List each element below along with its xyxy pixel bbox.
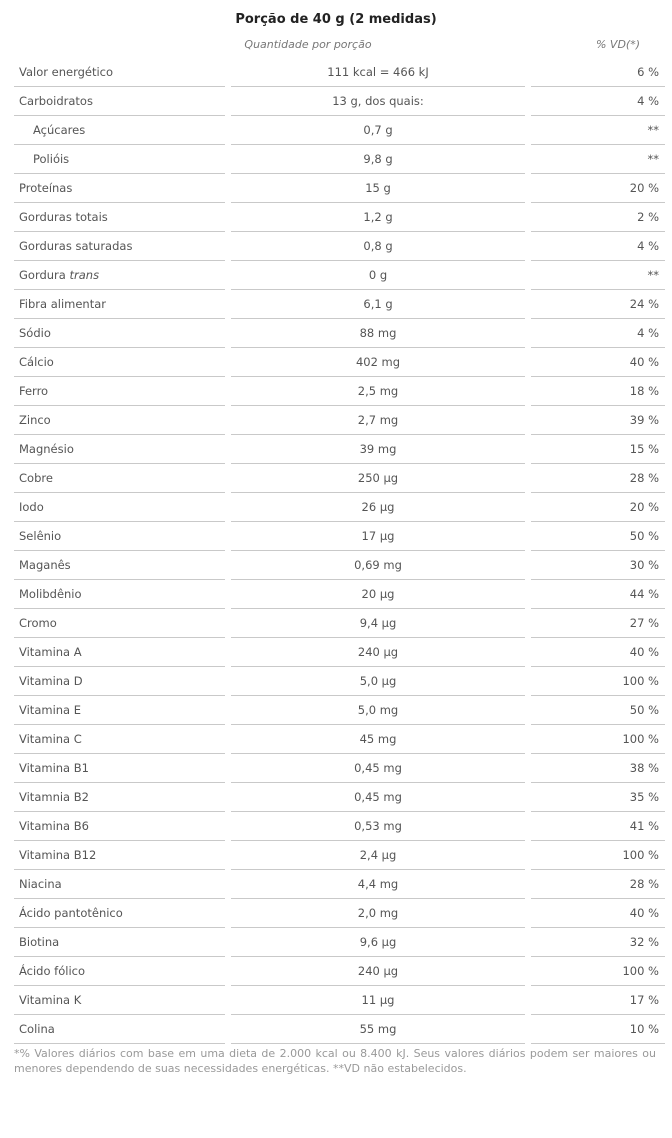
nutrient-name	[14, 986, 225, 1015]
nutrient-name	[14, 116, 225, 145]
table-row	[14, 493, 665, 522]
nutrient-name-text: Açúcares	[33, 123, 86, 137]
nutrient-name	[14, 348, 225, 377]
nutrient-vd: 50 %	[531, 522, 665, 551]
nutrient-vd: 100 %	[531, 957, 665, 986]
nutrient-name-text: Cálcio	[19, 355, 54, 369]
table-row	[14, 870, 665, 899]
nutrient-name-text: Vitamina B6	[19, 819, 89, 833]
nutrient-amount: 111 kcal = 466 kJ	[231, 58, 525, 87]
table-row	[14, 957, 665, 986]
table-row	[14, 812, 665, 841]
table-row	[14, 232, 665, 261]
nutrient-vd: 100 %	[531, 841, 665, 870]
nutrition-table	[14, 58, 665, 1044]
nutrient-name-text: Ferro	[19, 384, 49, 398]
nutrient-amount: 6,1 g	[231, 290, 525, 319]
nutrient-amount: 2,4 µg	[231, 841, 525, 870]
nutrient-name	[14, 812, 225, 841]
table-row	[14, 928, 665, 957]
table-row	[14, 174, 665, 203]
table-row	[14, 290, 665, 319]
nutrient-vd: 17 %	[531, 986, 665, 1015]
nutrient-name-text: Sódio	[19, 326, 51, 340]
nutrient-amount: 0,69 mg	[231, 551, 525, 580]
nutrient-name-text: Vitamina B1	[19, 761, 89, 775]
nutrient-vd: 4 %	[531, 319, 665, 348]
nutrient-vd: 35 %	[531, 783, 665, 812]
nutrient-name	[14, 841, 225, 870]
nutrient-name	[14, 725, 225, 754]
nutrient-name-text: Colina	[19, 1022, 55, 1036]
nutrient-name-text: Zinco	[19, 413, 51, 427]
nutrient-name	[14, 609, 225, 638]
nutrient-name-text: Gorduras totais	[19, 210, 108, 224]
nutrient-amount: 250 µg	[231, 464, 525, 493]
nutrient-vd: 38 %	[531, 754, 665, 783]
nutrient-amount: 5,0 µg	[231, 667, 525, 696]
table-row	[14, 696, 665, 725]
nutrient-name-text: Polióis	[33, 152, 70, 166]
table-row	[14, 580, 665, 609]
nutrient-amount: 15 g	[231, 174, 525, 203]
table-row	[14, 899, 665, 928]
nutrient-amount: 9,6 µg	[231, 928, 525, 957]
nutrient-name-text: Vitamnia B2	[19, 790, 89, 804]
table-row	[14, 754, 665, 783]
nutrient-name-text: Biotina	[19, 935, 60, 949]
nutrient-name	[14, 493, 225, 522]
nutrient-vd: 40 %	[531, 899, 665, 928]
table-row	[14, 1015, 665, 1044]
table-row	[14, 203, 665, 232]
nutrient-name	[14, 1015, 225, 1044]
nutrient-vd: 40 %	[531, 638, 665, 667]
nutrient-name-text: Cromo	[19, 616, 57, 630]
nutrient-name	[14, 957, 225, 986]
nutrient-vd: 50 %	[531, 696, 665, 725]
nutrient-name	[14, 783, 225, 812]
nutrient-name	[14, 928, 225, 957]
nutrient-name-text: Magnésio	[19, 442, 74, 456]
table-row	[14, 377, 665, 406]
nutrient-name-text: Maganês	[19, 558, 71, 572]
table-row	[14, 406, 665, 435]
nutrient-name-text: Niacina	[19, 877, 62, 891]
nutrient-vd: 10 %	[531, 1015, 665, 1044]
nutrient-name	[14, 696, 225, 725]
nutrient-name	[14, 290, 225, 319]
nutrient-name-italic: trans	[69, 268, 100, 282]
nutrient-name	[14, 551, 225, 580]
nutrient-name-text: Fibra alimentar	[19, 297, 106, 311]
nutrient-name	[14, 435, 225, 464]
nutrient-vd: 44 %	[531, 580, 665, 609]
nutrient-vd: 100 %	[531, 667, 665, 696]
nutrient-name-text: Vitamina K	[19, 993, 82, 1007]
table-row	[14, 319, 665, 348]
footnote: *% Valores diários com base em uma dieta de 2.000 kcal ou 8.400 kJ. Seus valores diários podem ser maiores ou menores dependendo de suas necessidades energéticas. **VD não estabelecidos.	[14, 1047, 656, 1075]
nutrient-amount: 2,7 mg	[231, 406, 525, 435]
nutrient-name-text: Ácido pantotênico	[19, 906, 123, 920]
nutrient-amount: 240 µg	[231, 638, 525, 667]
serving-title: Porção de 40 g (2 medidas)	[235, 12, 437, 27]
nutrient-name	[14, 319, 225, 348]
nutrient-name	[14, 58, 225, 87]
nutrient-name-text: Iodo	[19, 500, 44, 514]
nutrient-name-text: Gorduras saturadas	[19, 239, 133, 253]
nutrient-amount: 45 mg	[231, 725, 525, 754]
nutrient-vd: 28 %	[531, 464, 665, 493]
nutrient-name	[14, 580, 225, 609]
table-row	[14, 464, 665, 493]
nutrient-name	[14, 522, 225, 551]
nutrient-amount: 13 g, dos quais:	[231, 87, 525, 116]
nutrient-name	[14, 145, 225, 174]
table-row	[14, 261, 665, 290]
table-row	[14, 116, 665, 145]
nutrition-table-body	[14, 58, 665, 1044]
nutrient-name-text: Vitamina D	[19, 674, 83, 688]
nutrient-name-text: Vitamina C	[19, 732, 82, 746]
nutrient-vd: 30 %	[531, 551, 665, 580]
nutrient-name	[14, 638, 225, 667]
nutrient-vd: 27 %	[531, 609, 665, 638]
nutrient-amount: 0 g	[231, 261, 525, 290]
table-row	[14, 783, 665, 812]
nutrient-vd: 20 %	[531, 174, 665, 203]
nutrient-name	[14, 203, 225, 232]
nutrient-amount: 39 mg	[231, 435, 525, 464]
nutrient-vd: 2 %	[531, 203, 665, 232]
nutrient-amount: 5,0 mg	[231, 696, 525, 725]
nutrient-name-text: Gordura	[19, 268, 66, 282]
nutrient-name-text: Cobre	[19, 471, 53, 485]
nutrient-amount: 20 µg	[231, 580, 525, 609]
nutrient-amount: 0,8 g	[231, 232, 525, 261]
nutrient-name	[14, 232, 225, 261]
table-row	[14, 551, 665, 580]
nutrient-name	[14, 261, 225, 290]
table-row	[14, 667, 665, 696]
nutrient-name-text: Vitamina B12	[19, 848, 97, 862]
nutrient-vd: 18 %	[531, 377, 665, 406]
table-row	[14, 609, 665, 638]
nutrient-vd: **	[531, 116, 665, 145]
nutrient-name-text: Selênio	[19, 529, 62, 543]
nutrient-name	[14, 754, 225, 783]
table-row	[14, 435, 665, 464]
nutrient-amount: 55 mg	[231, 1015, 525, 1044]
nutrient-vd: 41 %	[531, 812, 665, 841]
nutrient-vd: **	[531, 261, 665, 290]
table-row	[14, 841, 665, 870]
nutrient-amount: 2,0 mg	[231, 899, 525, 928]
vd-column-header: % VD(*)	[595, 38, 640, 51]
table-row	[14, 522, 665, 551]
nutrient-name	[14, 870, 225, 899]
nutrient-name	[14, 406, 225, 435]
nutrient-name-text: Vitamina A	[19, 645, 82, 659]
nutrient-name-text: Ácido fólico	[19, 964, 86, 978]
nutrient-amount: 4,4 mg	[231, 870, 525, 899]
nutrient-amount: 26 µg	[231, 493, 525, 522]
nutrient-amount: 402 mg	[231, 348, 525, 377]
nutrient-name	[14, 87, 225, 116]
table-row	[14, 638, 665, 667]
table-row	[14, 145, 665, 174]
table-row	[14, 725, 665, 754]
nutrient-amount: 9,8 g	[231, 145, 525, 174]
nutrient-amount: 0,53 mg	[231, 812, 525, 841]
nutrient-name	[14, 899, 225, 928]
nutrient-vd: 4 %	[531, 232, 665, 261]
nutrient-name	[14, 667, 225, 696]
table-row	[14, 58, 665, 87]
nutrient-vd: 6 %	[531, 58, 665, 87]
table-row	[14, 87, 665, 116]
nutrient-name-text: Vitamina E	[19, 703, 82, 717]
nutrient-amount: 0,45 mg	[231, 754, 525, 783]
nutrient-vd: **	[531, 145, 665, 174]
nutrient-amount: 240 µg	[231, 957, 525, 986]
table-row	[14, 348, 665, 377]
nutrient-name	[14, 174, 225, 203]
nutrient-amount: 88 mg	[231, 319, 525, 348]
nutrient-vd: 20 %	[531, 493, 665, 522]
nutrient-vd: 24 %	[531, 290, 665, 319]
nutrient-amount: 0,7 g	[231, 116, 525, 145]
nutrient-vd: 32 %	[531, 928, 665, 957]
nutrient-amount: 2,5 mg	[231, 377, 525, 406]
nutrient-name-text: Proteínas	[19, 181, 73, 195]
nutrient-name-text: Molibdênio	[19, 587, 82, 601]
nutrient-amount: 11 µg	[231, 986, 525, 1015]
nutrient-name	[14, 377, 225, 406]
nutrient-vd: 28 %	[531, 870, 665, 899]
nutrient-name-text: Valor energético	[19, 65, 114, 79]
nutrient-amount: 17 µg	[231, 522, 525, 551]
nutrient-vd: 15 %	[531, 435, 665, 464]
nutrient-vd: 100 %	[531, 725, 665, 754]
nutrient-name	[14, 464, 225, 493]
nutrient-vd: 39 %	[531, 406, 665, 435]
quantity-column-header: Quantidade por porção	[244, 38, 372, 51]
nutrient-amount: 0,45 mg	[231, 783, 525, 812]
nutrient-name-text: Carboidratos	[19, 94, 93, 108]
nutrient-amount: 9,4 µg	[231, 609, 525, 638]
nutrient-vd: 40 %	[531, 348, 665, 377]
nutrient-vd: 4 %	[531, 87, 665, 116]
table-row	[14, 986, 665, 1015]
nutrient-amount: 1,2 g	[231, 203, 525, 232]
